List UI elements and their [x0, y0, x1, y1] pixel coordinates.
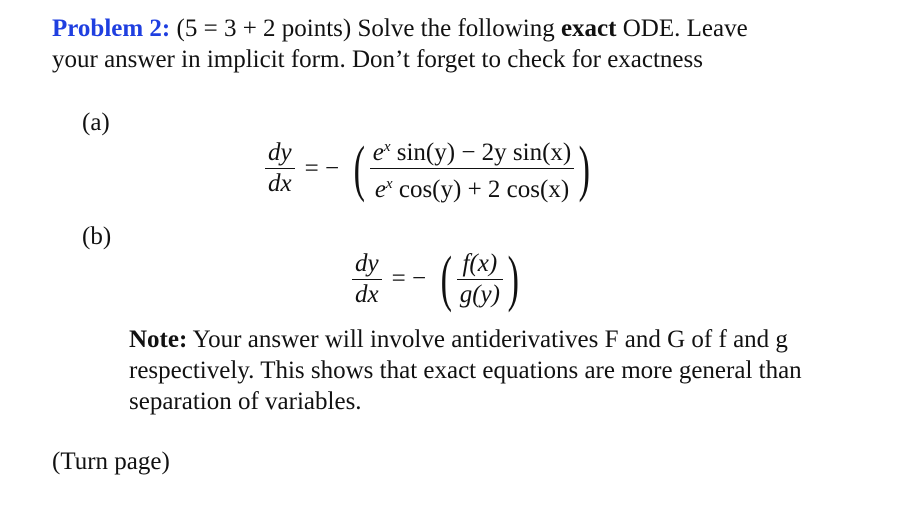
note-paragraph	[129, 324, 844, 417]
left-paren-a: (	[353, 134, 366, 203]
lhs-den-a: dx	[268, 170, 292, 197]
rhs-fraction-a	[370, 132, 575, 205]
right-paren-b: )	[507, 245, 519, 313]
rhs-fraction-b	[457, 249, 503, 310]
exact-word: exact	[560, 15, 617, 42]
note-label: Note:	[129, 326, 188, 353]
rhs-num-b: f(x)	[462, 249, 498, 277]
lhs-fraction-a	[265, 138, 295, 199]
lhs-num-a: dy	[268, 139, 292, 166]
problem-label: Problem 2:	[52, 15, 171, 42]
header-rest: ODE. Leave	[616, 15, 748, 42]
equation-a	[265, 132, 595, 205]
rhs-den-b: g(y)	[459, 280, 500, 308]
lhs-den-b: dx	[355, 280, 379, 308]
part-a-label: (a)	[82, 109, 110, 136]
equation-b	[352, 245, 524, 313]
part-b-label: (b)	[82, 223, 112, 250]
relation-a: = −	[304, 154, 340, 182]
problem-instructions: your answer in implicit form. Don’t forget to check for exactness	[52, 46, 703, 73]
turn-page-text: (Turn page)	[52, 448, 170, 475]
relation-b: = −	[391, 265, 427, 292]
lhs-fraction-b	[352, 249, 382, 310]
left-paren-b: (	[440, 245, 453, 313]
rhs-den-a: $e^x$ cos(y) + 2 cos(x)	[374, 176, 570, 203]
rhs-num-a: $e^x$ sin(y) − 2y sin(x)	[372, 139, 572, 166]
problem-header	[52, 14, 748, 44]
points-text: (5 = 3 + 2 points) Solve the following	[176, 15, 561, 42]
lhs-num-b: dy	[355, 249, 379, 277]
right-paren-a: )	[578, 134, 591, 203]
note-text: Your answer will involve antiderivatives F and G of f and g respectively. This shows that exact equations are more general than separation of variables.	[129, 326, 802, 415]
